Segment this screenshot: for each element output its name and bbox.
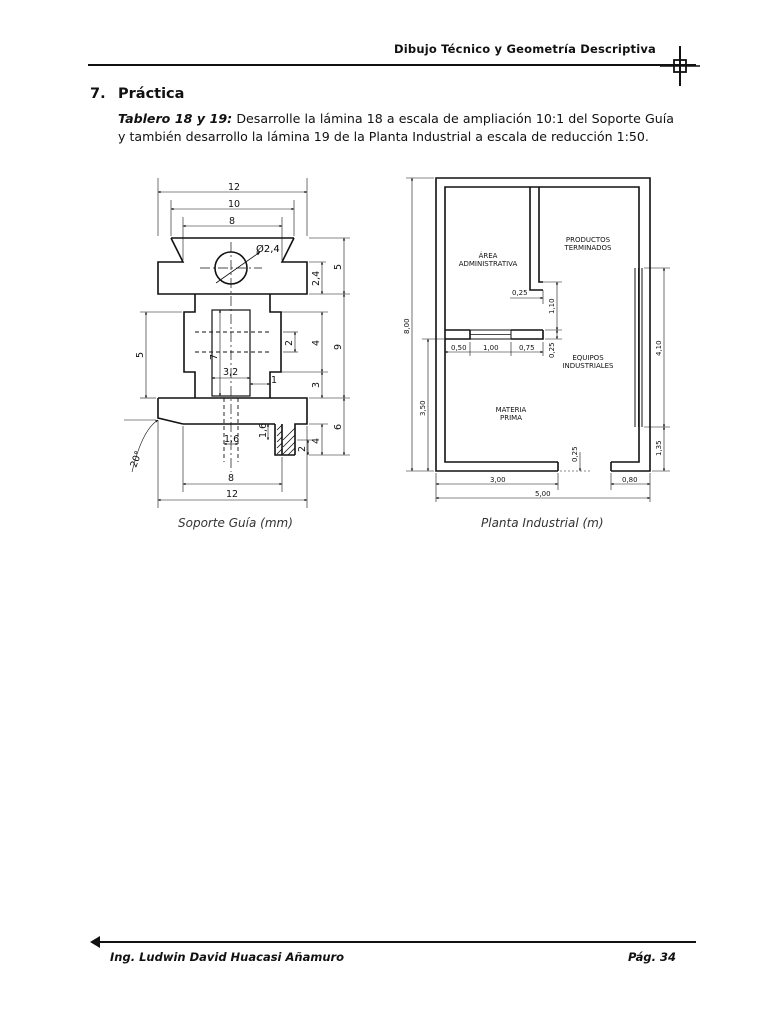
dim-right-4b: 4 [311,437,322,444]
dim-1-10: 1,10 [548,298,556,314]
footer-author: Ing. Ludwin David Huacasi Añamuro [110,950,345,964]
dim-0-80: 0,80 [622,476,638,484]
dim-inner-1-6-vertical: 1,6 [258,422,269,438]
exercise-lead: Tablero 18 y 19: [118,111,233,126]
dim-right-6: 6 [333,423,344,430]
dim-bottom-12: 12 [226,489,239,500]
dim-top-10: 10 [228,199,241,210]
planta-industrial-drawing [398,172,678,512]
dim-0-25-top: 0,25 [512,289,528,297]
room-materia-line2: PRIMA [500,414,522,422]
header-rule [88,64,696,66]
exercise-paragraph [118,110,674,146]
dim-0-75: 0,75 [519,344,535,352]
dim-0-25-bottom: 0,25 [571,446,579,462]
dim-5-00: 5,00 [535,490,551,498]
planta-dimension-labels [403,289,663,498]
dim-4-10: 4,10 [655,340,663,356]
room-admin-line2: ADMINISTRATIVA [458,260,518,268]
section-heading [90,86,184,102]
planta-caption: Planta Industrial (m) [481,516,604,530]
room-equipos-line1: EQUIPOS [572,354,604,362]
room-productos-line1: PRODUCTOS [565,236,611,244]
room-materia-line1: MATERIA [495,406,527,414]
dim-top-12: 12 [228,182,241,193]
dim-top-8: 8 [229,216,236,227]
dim-right-2: 2 [284,339,295,346]
dim-8-00: 8,00 [403,318,411,334]
planta-window-right [635,268,642,427]
dim-left-5: 5 [135,351,146,358]
footer-rule [96,941,696,943]
dim-bottom-8: 8 [228,473,235,484]
dim-inner-7: 7 [209,353,220,360]
dim-0-25-mid: 0,25 [548,342,556,358]
dim-right-9: 9 [333,343,344,350]
dim-right-4: 4 [311,339,322,346]
crosshair-mark-icon [660,46,700,86]
room-productos-line2: TERMINADOS [564,244,612,252]
dim-1-00: 1,00 [483,344,499,352]
running-header-title: Dibujo Técnico y Geometría Descriptiva [394,42,656,56]
dim-right-5: 5 [333,263,344,270]
soporte-guia-drawing [110,172,370,512]
dim-3-00: 3,00 [490,476,506,484]
dim-right-2-4: 2,4 [311,270,322,286]
soporte-hatching [277,425,295,455]
dim-3-50: 3,50 [419,400,427,416]
dim-angle: 20° [128,449,145,470]
footer-page-number: Pág. 34 [627,950,676,964]
exercise-text: Desarrolle la lámina 18 a escala de ampliación 10:1 del Soporte Guía y también desarrollo la lámina 19 de la Planta Industrial a escala de reducción 1:50. [118,111,675,144]
section-title: Práctica [118,86,185,102]
section-number: 7. [90,86,106,102]
dim-1-35: 1,35 [655,440,663,456]
dim-right-2b: 2 [297,445,308,452]
planta-room-labels [459,236,614,422]
dim-diameter: Ø2,4 [256,244,280,255]
dim-inner-1-6: 1,6 [224,434,240,445]
planta-walls [436,178,650,471]
room-equipos-line2: INDUSTRIALES [562,362,614,370]
dim-inner-3-2: 3,2 [223,367,239,378]
dim-0-50: 0,50 [451,344,467,352]
dim-inner-1: 1 [271,375,278,386]
soporte-dimension-labels [128,182,344,500]
soporte-caption: Soporte Guía (mm) [178,516,293,530]
room-admin-line1: ÁREA [478,252,498,260]
dim-right-3: 3 [311,381,322,388]
